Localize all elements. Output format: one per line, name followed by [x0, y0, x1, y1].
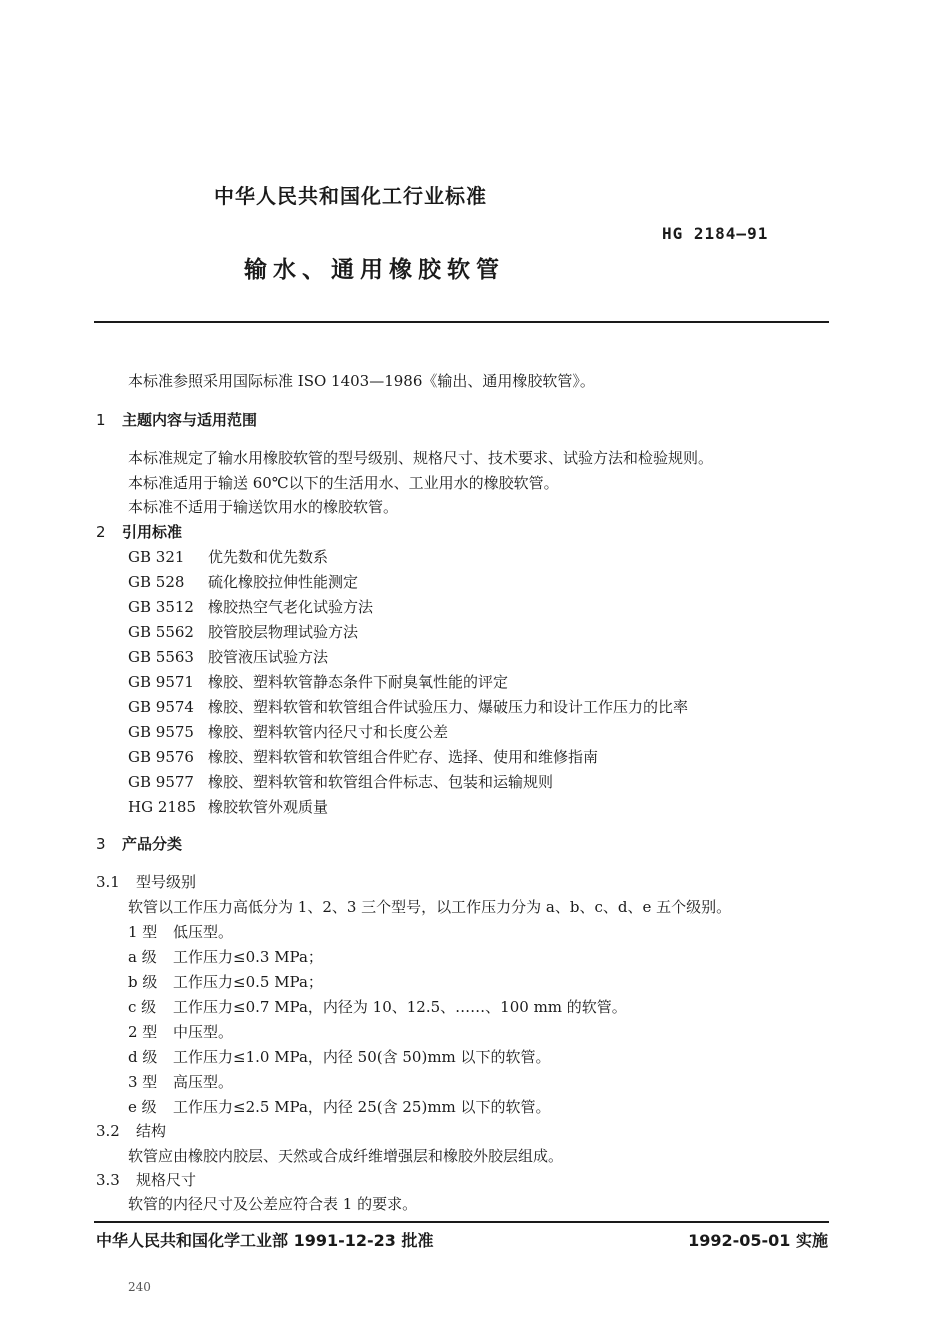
- reference-title: 橡胶、塑料软管和软管组合件试验压力、爆破压力和设计工作压力的比率: [208, 698, 689, 716]
- subsection-number: 3.2: [96, 1122, 120, 1140]
- reference-title: 橡胶、塑料软管和软管组合件标志、包装和运输规则: [208, 773, 554, 791]
- grade-text: 工作压力≤1.0 MPa，内径 50(含 50)mm 以下的软管。: [173, 1048, 551, 1066]
- grade-text: 工作压力≤0.3 MPa；: [173, 948, 323, 966]
- reference-item: [128, 797, 328, 817]
- subsection-title: 规格尺寸: [136, 1171, 197, 1189]
- reference-title: 橡胶热空气老化试验方法: [208, 598, 374, 616]
- reference-item: [128, 622, 358, 642]
- reference-item: [128, 597, 373, 617]
- reference-item: [128, 672, 508, 692]
- section-1-para: 本标准规定了输水用橡胶软管的型号级别、规格尺寸、技术要求、试验方法和检验规则。: [128, 449, 714, 467]
- reference-item: [128, 772, 553, 792]
- grade-text: 高压型。: [173, 1073, 234, 1091]
- grade-label: d 级: [128, 1048, 158, 1066]
- reference-code: GB 3512: [128, 598, 194, 616]
- grade-text: 工作压力≤0.7 MPa，内径为 10、12.5、……、100 mm 的软管。: [173, 998, 627, 1016]
- subsection-3-1-heading: [96, 872, 196, 892]
- reference-title: 橡胶软管外观质量: [208, 798, 329, 816]
- reference-title: 橡胶、塑料软管静态条件下耐臭氧性能的评定: [208, 673, 509, 691]
- subsection-number: 3.3: [96, 1171, 120, 1189]
- grade-item: [128, 1047, 551, 1067]
- page-number: 240: [128, 1280, 151, 1294]
- grade-text: 工作压力≤2.5 MPa，内径 25(含 25)mm 以下的软管。: [173, 1098, 551, 1116]
- subsection-title: 型号级别: [136, 873, 197, 891]
- section-title: 主题内容与适用范围: [122, 411, 258, 429]
- grade-label: c 级: [128, 998, 157, 1016]
- reference-code: GB 9574: [128, 698, 194, 716]
- grade-item: [128, 922, 233, 942]
- reference-title: 橡胶、塑料软管和软管组合件贮存、选择、使用和维修指南: [208, 748, 599, 766]
- approval-line: 中华人民共和国化学工业部 1991-12-23 批准: [96, 1231, 434, 1250]
- subsection-3-2-heading: [96, 1121, 166, 1141]
- reference-code: GB 528: [128, 573, 185, 591]
- grade-label: 2 型: [128, 1023, 158, 1041]
- grade-label: 3 型: [128, 1073, 158, 1091]
- reference-code: GB 321: [128, 548, 185, 566]
- grade-item: [128, 997, 627, 1017]
- reference-title: 优先数和优先数系: [208, 548, 329, 566]
- reference-title: 橡胶、塑料软管内径尺寸和长度公差: [208, 723, 449, 741]
- effective-date: 1992-05-01 实施: [688, 1231, 828, 1250]
- reference-code: GB 9577: [128, 773, 194, 791]
- reference-code: GB 5563: [128, 648, 194, 666]
- grade-label: a 级: [128, 948, 157, 966]
- reference-item: [128, 572, 358, 592]
- grade-item: [128, 1072, 233, 1092]
- section-number: 1: [96, 411, 106, 429]
- reference-code: GB 5562: [128, 623, 194, 641]
- reference-item: [128, 747, 598, 767]
- grade-label: e 级: [128, 1098, 157, 1116]
- subsection-3-2-text: 软管应由橡胶内胶层、天然或合成纤维增强层和橡胶外胶层组成。: [128, 1147, 564, 1165]
- subsection-number: 3.1: [96, 873, 120, 891]
- reference-code: GB 9576: [128, 748, 194, 766]
- reference-code: HG 2185: [128, 798, 197, 816]
- grade-item: [128, 947, 323, 967]
- grade-label: 1 型: [128, 923, 158, 941]
- grade-item: [128, 972, 323, 992]
- grade-text: 低压型。: [173, 923, 234, 941]
- document-title: 输水、通用橡胶软管: [244, 257, 505, 283]
- section-3-heading: [96, 834, 182, 854]
- reference-title: 胶管液压试验方法: [208, 648, 329, 666]
- reference-item: [128, 722, 448, 742]
- reference-item: [128, 547, 328, 567]
- reference-code: GB 9575: [128, 723, 194, 741]
- footer-rule: [94, 1221, 829, 1223]
- subsection-3-1-intro: 软管以工作压力高低分为 1、2、3 三个型号，以工作压力分为 a、b、c、d、e 五个级别。: [128, 898, 732, 916]
- grade-label: b 级: [128, 973, 158, 991]
- subsection-title: 结构: [136, 1122, 167, 1140]
- header-rule: [94, 321, 829, 323]
- section-title: 引用标准: [122, 523, 183, 541]
- reference-item: [128, 647, 328, 667]
- section-1-para: 本标准不适用于输送饮用水的橡胶软管。: [128, 498, 399, 516]
- subsection-3-3-heading: [96, 1170, 196, 1190]
- preface-text: 本标准参照采用国际标准 ISO 1403—1986《输出、通用橡胶软管》。: [128, 372, 595, 390]
- section-number: 3: [96, 835, 106, 853]
- section-title: 产品分类: [122, 835, 183, 853]
- grade-text: 中压型。: [173, 1023, 234, 1041]
- reference-item: [128, 697, 688, 717]
- reference-code: GB 9571: [128, 673, 194, 691]
- grade-item: [128, 1022, 233, 1042]
- section-2-heading: [96, 522, 182, 542]
- reference-title: 硫化橡胶拉伸性能测定: [208, 573, 359, 591]
- subsection-3-3-text: 软管的内径尺寸及公差应符合表 1 的要求。: [128, 1195, 418, 1213]
- grade-text: 工作压力≤0.5 MPa；: [173, 973, 323, 991]
- reference-title: 胶管胶层物理试验方法: [208, 623, 359, 641]
- grade-item: [128, 1097, 551, 1117]
- ministry-standard-heading: 中华人民共和国化工行业标准: [214, 184, 487, 208]
- standard-code: HG 2184—91: [662, 224, 769, 243]
- section-1-para: 本标准适用于输送 60℃以下的生活用水、工业用水的橡胶软管。: [128, 474, 559, 492]
- section-number: 2: [96, 523, 106, 541]
- section-1-heading: [96, 410, 257, 430]
